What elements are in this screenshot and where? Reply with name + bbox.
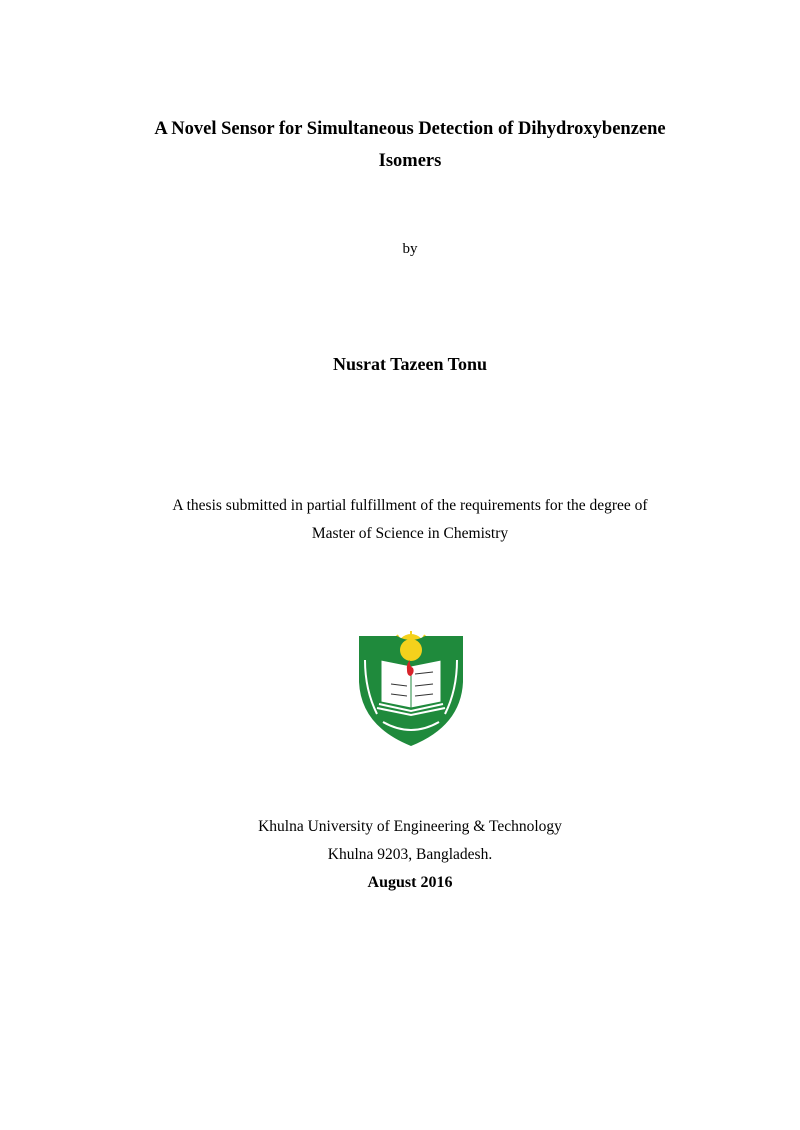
by-label: by <box>402 241 418 257</box>
thesis-title-line-2: Isomers <box>378 151 442 171</box>
thesis-title-line-1: A Novel Sensor for Simultaneous Detection of Dihydroxybenzene <box>154 119 666 139</box>
author-name: Nusrat Tazeen Tonu <box>332 354 488 374</box>
degree-statement-line-2: Master of Science in Chemistry <box>311 525 509 542</box>
submission-date: August 2016 <box>367 874 453 891</box>
institution-address: Khulna 9203, Bangladesh. <box>327 846 493 863</box>
degree-statement-line-1: A thesis submitted in partial fulfillment of the requirements for the degree of <box>172 497 648 514</box>
institution-name: Khulna University of Engineering & Technology <box>258 818 562 835</box>
university-crest-icon <box>357 630 465 748</box>
